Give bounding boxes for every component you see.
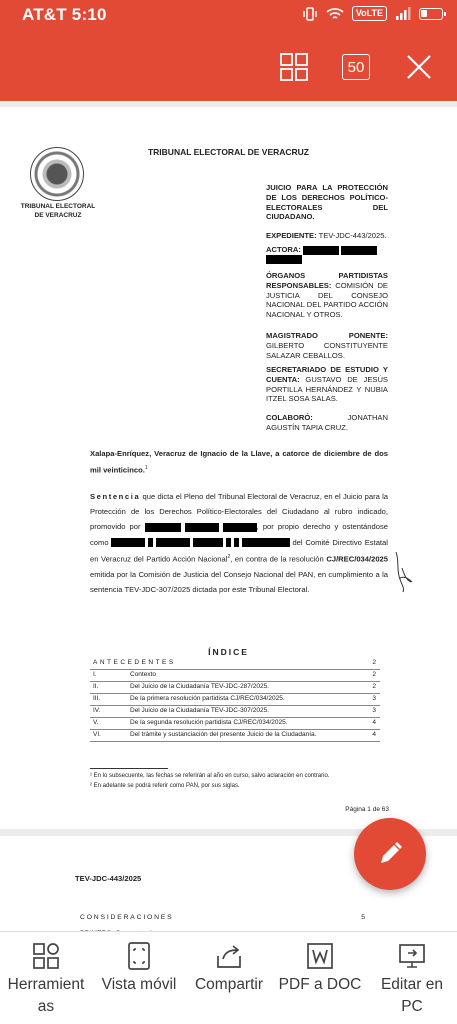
tools-button[interactable]: Herramient as <box>0 940 92 1020</box>
organos: ÓRGANOS PARTIDISTAS RESPONSABLES: COMISIÓN DE JUSTICIA DEL CONSEJO NACIONAL DEL PARTIDO ACCIÓN NACIONAL Y OTROS. <box>266 271 388 320</box>
redacted-block <box>226 538 231 547</box>
mobile-view-icon <box>125 941 153 971</box>
expediente: EXPEDIENTE: TEV-JDC-443/2025. <box>266 231 387 240</box>
redacted-block <box>156 538 190 547</box>
page-count-button[interactable] <box>339 50 373 84</box>
org-name: TRIBUNAL ELECTORAL DE VERACRUZ <box>20 203 96 219</box>
pdf-to-doc-button[interactable]: PDF a DOC <box>275 940 365 1020</box>
redacted-block <box>266 255 302 264</box>
redacted-block <box>111 538 145 547</box>
redacted-block <box>145 523 181 532</box>
sentencia-paragraph: Sentencia que dicta el Pleno del Tribunal Electoral de Veracruz, en el Juicio para la Protección de los Derechos Político-Electorales del Ciudadano al rubro indicado, promovido por , por propio derecho y ostentándose como del Comité Directivo Estatal en Veracruz del Partido Acción Nacional$^2$, en contra de la resolución CJ/REC/034/2025 emitida por la Comisión de Justicia del Consejo Nacional del PAN, en cumplimiento a la sentencia TEV-JDC-307/2025 dictada por este Tribunal Electoral. <box>90 492 388 594</box>
redacted-block <box>303 246 339 255</box>
secretariado: SECRETARIADO DE ESTUDIO Y CUENTA: GUSTAVO DE JESÚS PORTILLA HERNÁNDEZ Y NUBIA ITZEL SOSA SALAS. <box>266 365 388 404</box>
toc-row[interactable]: III. De la primera resolución partidista CJ/REC/034/2025. 3 <box>90 695 380 706</box>
word-doc-icon <box>306 942 334 970</box>
redacted-block <box>185 523 219 532</box>
footnote-divider <box>90 768 168 769</box>
toc-row[interactable]: V. De la segunda resolución partidista CJ/REC/034/2025. 4 <box>90 719 380 730</box>
app-header <box>0 0 457 101</box>
wifi-icon <box>326 7 344 21</box>
edit-on-pc-button[interactable]: Editar en PC <box>367 940 457 1020</box>
document-page-1 <box>0 107 457 829</box>
share-icon <box>214 942 244 970</box>
toc-row[interactable]: ANTECEDENTES 2 <box>90 659 380 670</box>
pencil-icon <box>375 839 405 869</box>
case-type: JUICIO PARA LA PROTECCIÓN DE LOS DERECHOS POLÍTICO-ELECTORALES DEL CIUDADANO. <box>266 183 388 222</box>
redacted-block <box>148 538 153 547</box>
footnote-1: ¹ En lo subsecuente, las fechas se referirán al año en curso, salvo aclaración en contrario. <box>90 773 330 779</box>
edit-fab-button[interactable] <box>354 818 426 890</box>
edit-on-pc-icon <box>397 942 427 970</box>
battery-icon <box>419 8 443 20</box>
tools-grid-icon <box>32 942 60 970</box>
close-icon <box>405 53 433 81</box>
tribunal-title: TRIBUNAL ELECTORAL DE VERACRUZ <box>147 147 310 157</box>
actora: ACTORA: <box>266 245 388 265</box>
redacted-block <box>223 523 257 532</box>
redacted-block <box>242 538 290 547</box>
redacted-block <box>341 246 377 255</box>
volte-badge: VoLTE <box>352 6 387 21</box>
thumbnails-button[interactable] <box>277 50 311 84</box>
handwritten-signature <box>392 548 416 594</box>
share-button[interactable]: Compartir <box>185 940 273 1020</box>
status-bar <box>0 0 457 30</box>
vibrate-icon <box>302 7 318 21</box>
page2-title: TEV-JDC-443/2025 <box>75 874 142 883</box>
page-number: Página 1 de 63 <box>345 806 389 813</box>
toc-row[interactable]: VI. Del trámite y sustanciación del presente Juicio de la Ciudadanía. 4 <box>90 731 380 742</box>
bottom-toolbar <box>0 931 457 1024</box>
place-date: Xalapa-Enríquez, Veracruz de Ignacio de la Llave, a catorce de diciembre de dos mil veinticinco.$^1$ <box>90 449 388 475</box>
index-title: ÍNDICE <box>208 647 249 657</box>
redacted-block <box>234 538 239 547</box>
mobile-view-button[interactable]: Vista móvil <box>93 940 185 1020</box>
toc-row[interactable]: II. Del Juicio de la Ciudadanía TEV-JDC-287/2025. 2 <box>90 683 380 694</box>
page-count: 50 <box>342 54 370 80</box>
toc-row[interactable]: I. Contexto 2 <box>90 671 380 682</box>
close-button[interactable] <box>402 50 436 84</box>
colaboro: COLABORÓ: JONATHAN AGUSTÍN TAPIA CRUZ. <box>266 413 388 432</box>
magistrado: MAGISTRADO PONENTE: GILBERTO CONSTITUYENTE SALAZAR CEBALLOS. <box>266 331 388 360</box>
document-viewer[interactable] <box>0 101 457 931</box>
toc-row[interactable]: IV. Del Juicio de la Ciudadanía TEV-JDC-307/2025. 3 <box>90 707 380 718</box>
footnote-2: ² En adelante se podrá referir como PAN, por sus siglas. <box>90 783 240 789</box>
toc-row: CONSIDERACIONES 5 <box>80 914 365 921</box>
carrier-time: AT&T 5:10 <box>22 5 107 24</box>
redacted-block <box>193 538 223 547</box>
signal-icon <box>395 7 411 21</box>
grid-icon <box>279 52 309 82</box>
status-icons <box>302 6 443 21</box>
